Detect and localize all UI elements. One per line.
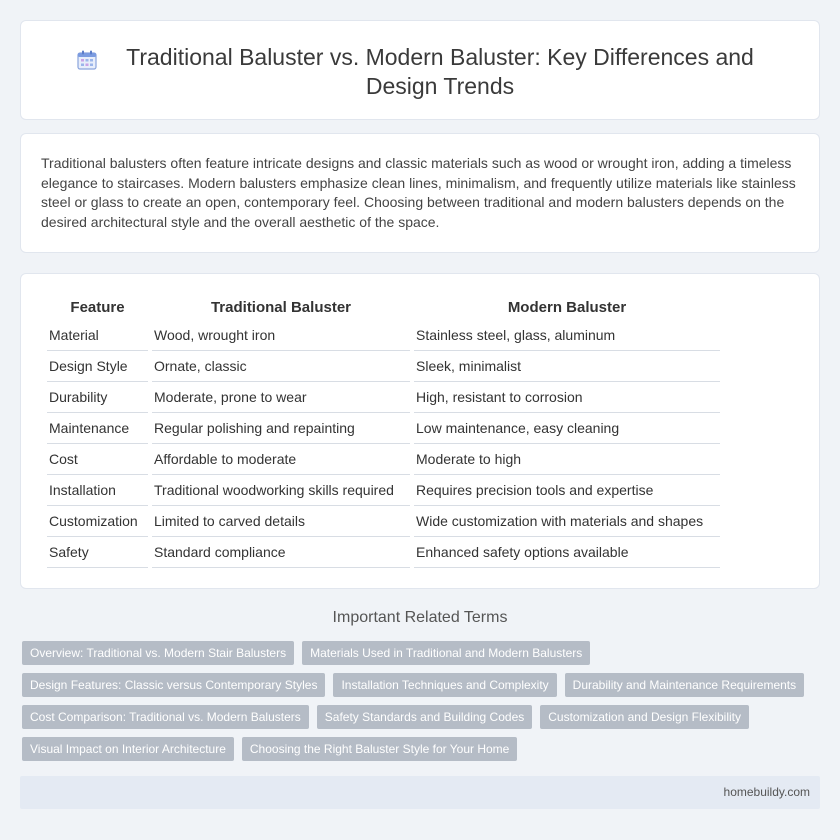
traditional-cell: Wood, wrought iron xyxy=(152,320,410,351)
modern-cell: Stainless steel, glass, aluminum xyxy=(414,320,720,351)
footer-site-link[interactable]: homebuildy.com xyxy=(723,785,810,799)
table-row xyxy=(47,320,720,351)
feature-cell: Durability xyxy=(47,382,148,413)
feature-cell: Maintenance xyxy=(47,413,148,444)
related-term-tag[interactable]: Choosing the Right Baluster Style for Your Home xyxy=(242,737,517,761)
table-row xyxy=(47,382,720,413)
header-modern: Modern Baluster xyxy=(507,299,627,316)
table-row xyxy=(47,413,720,444)
related-term-tag[interactable]: Durability and Maintenance Requirements xyxy=(565,673,804,697)
related-terms-list xyxy=(22,641,812,761)
related-term-tag[interactable]: Visual Impact on Interior Architecture xyxy=(22,737,234,761)
related-term-tag[interactable]: Safety Standards and Building Codes xyxy=(317,705,532,729)
modern-cell: Low maintenance, easy cleaning xyxy=(414,413,720,444)
traditional-cell: Traditional woodworking skills required xyxy=(152,475,410,506)
comparison-card xyxy=(20,273,820,589)
related-terms-heading: Important Related Terms xyxy=(332,609,508,626)
table-row xyxy=(47,351,720,382)
traditional-cell: Limited to carved details xyxy=(152,506,410,537)
feature-cell: Installation xyxy=(47,475,148,506)
modern-cell: Moderate to high xyxy=(414,444,720,475)
related-term-tag[interactable]: Overview: Traditional vs. Modern Stair Balusters xyxy=(22,641,294,665)
header-traditional: Traditional Baluster xyxy=(210,299,352,316)
table-row xyxy=(47,444,720,475)
traditional-cell: Regular polishing and repainting xyxy=(152,413,410,444)
title-card xyxy=(20,20,820,120)
feature-cell: Material xyxy=(47,320,148,351)
feature-cell: Design Style xyxy=(47,351,148,382)
page-title: Traditional Baluster vs. Modern Baluster: Key Differences and Design Trends xyxy=(126,44,754,99)
intro-card xyxy=(20,133,820,253)
related-term-tag[interactable]: Design Features: Classic versus Contemporary Styles xyxy=(22,673,325,697)
comparison-table xyxy=(43,295,724,568)
modern-cell: High, resistant to corrosion xyxy=(414,382,720,413)
table-header-row xyxy=(47,295,720,320)
modern-cell: Requires precision tools and expertise xyxy=(414,475,720,506)
related-term-tag[interactable]: Materials Used in Traditional and Modern Balusters xyxy=(302,641,590,665)
modern-cell: Wide customization with materials and shapes xyxy=(414,506,720,537)
related-term-tag[interactable]: Installation Techniques and Complexity xyxy=(333,673,556,697)
traditional-cell: Affordable to moderate xyxy=(152,444,410,475)
traditional-cell: Moderate, prone to wear xyxy=(152,382,410,413)
feature-cell: Customization xyxy=(47,506,148,537)
modern-cell: Enhanced safety options available xyxy=(414,537,720,568)
feature-cell: Safety xyxy=(47,537,148,568)
traditional-cell: Standard compliance xyxy=(152,537,410,568)
table-row xyxy=(47,475,720,506)
table-row xyxy=(47,506,720,537)
related-term-tag[interactable]: Customization and Design Flexibility xyxy=(540,705,749,729)
table-row xyxy=(47,537,720,568)
modern-cell: Sleek, minimalist xyxy=(414,351,720,382)
related-term-tag[interactable]: Cost Comparison: Traditional vs. Modern Balusters xyxy=(22,705,309,729)
intro-paragraph: Traditional balusters often feature intricate designs and classic materials such as wood or wrought iron, adding a timeless elegance to staircases. Modern balusters emphasize clean lines, minimalism, and frequently utilize materials like stainless steel or glass to create an open, contemporary feel. Choosing between traditional and modern balusters depends on the desired architectural style and the overall aesthetic of the space. xyxy=(41,155,796,230)
header-feature: Feature xyxy=(70,299,125,316)
footer xyxy=(20,776,820,809)
traditional-cell: Ornate, classic xyxy=(152,351,410,382)
feature-cell: Cost xyxy=(47,444,148,475)
